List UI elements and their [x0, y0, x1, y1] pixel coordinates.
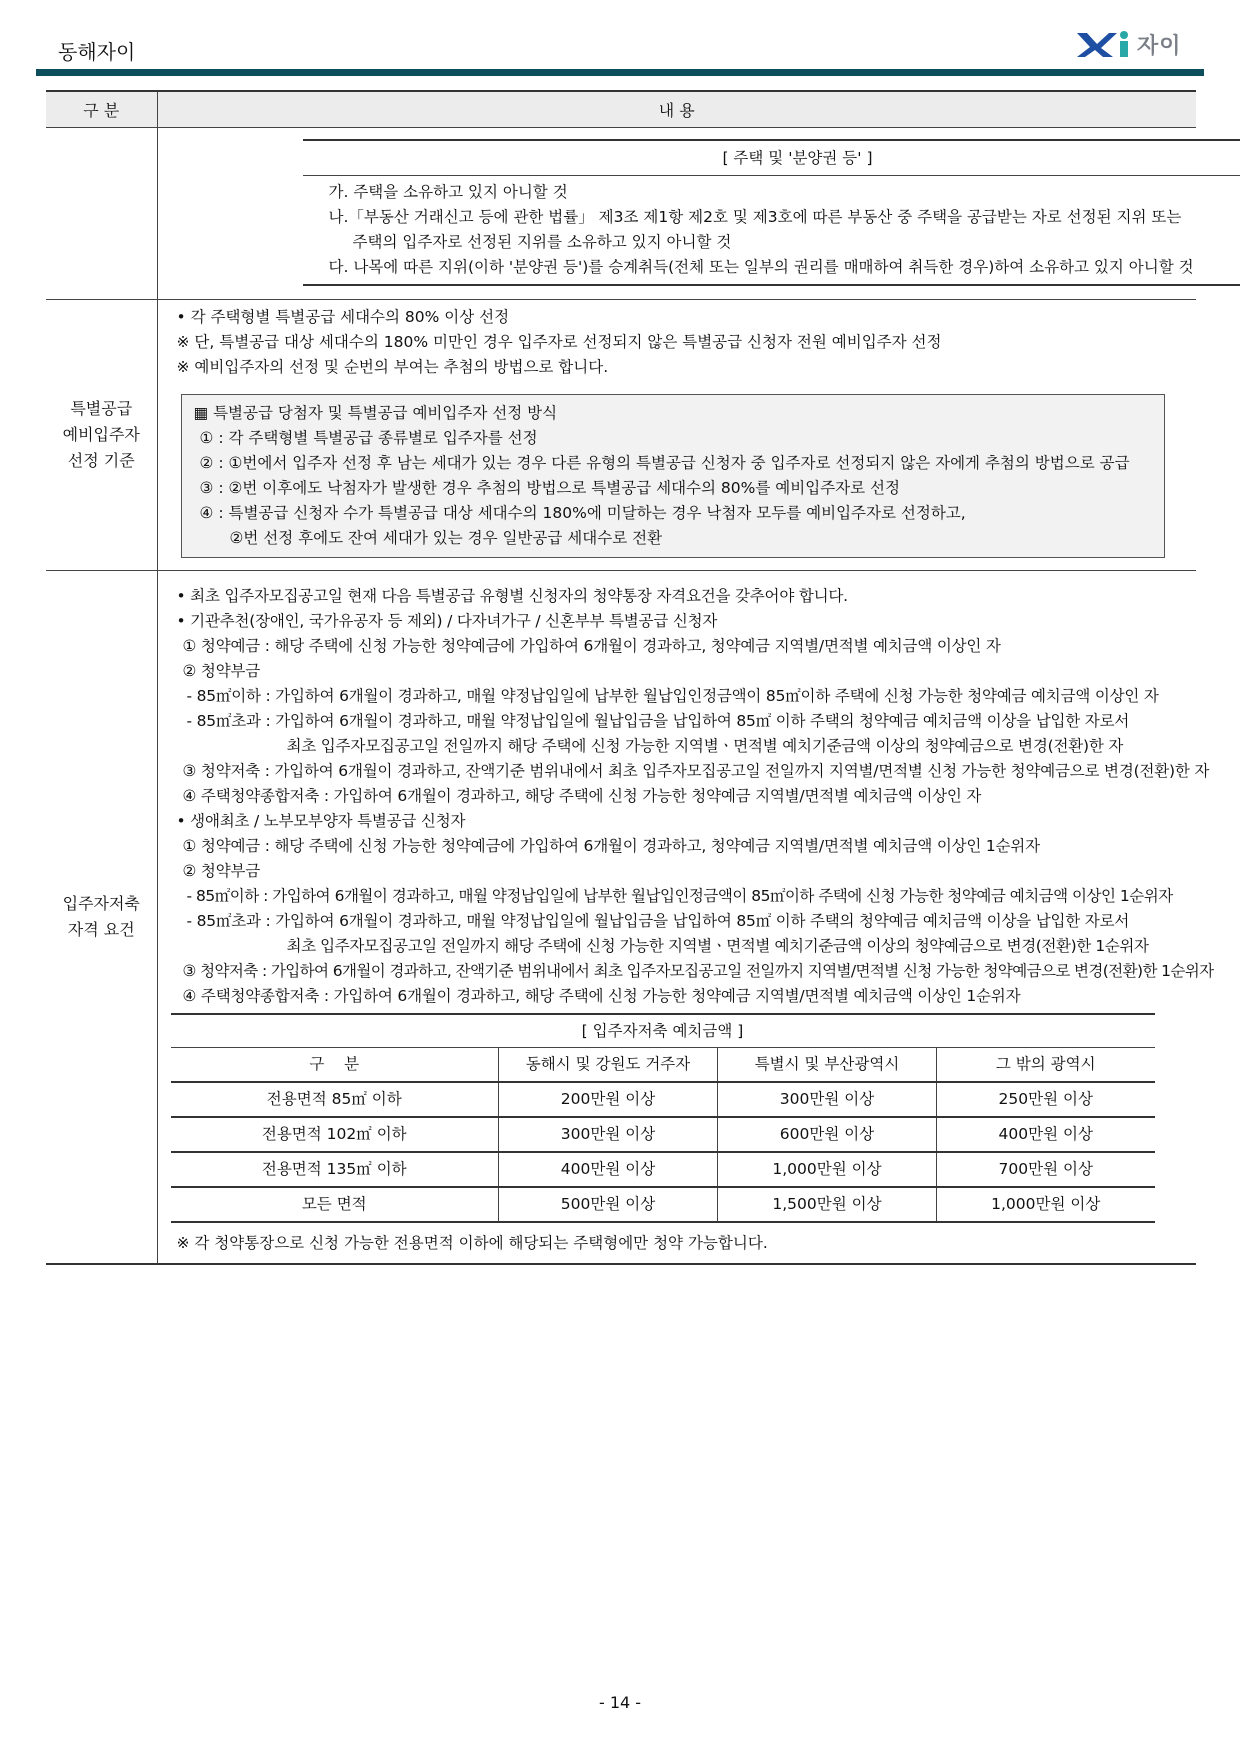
- xi-logo-icon: [1075, 29, 1133, 59]
- label-line: 특별공급: [70, 399, 133, 418]
- requirement-line: ③ 청약저축 : 가입하여 6개월이 경과하고, 잔액기준 범위내에서 최초 입주자모집공고일 전일까지 지역별/면적별 신청 가능한 청약예금으로 변경(전환)한 1순위자: [182, 962, 1214, 980]
- deposit-cell: 전용면적 102㎡ 이하: [171, 1117, 499, 1152]
- row-label-savings-requirements: [46, 571, 157, 1265]
- criteria-line: • 각 주택형별 특별공급 세대수의 80% 이상 선정: [176, 308, 510, 326]
- requirement-line: • 생애최초 / 노부모부양자 특별공급 신청자: [176, 812, 466, 830]
- page-number: - 14 -: [598, 1693, 642, 1712]
- housing-line: 나.「부동산 거래신고 등에 관한 법률」 제3조 제1항 제2호 및 제3호에 따른 부동산 중 주택을 공급받는 자로 선정된 지위 또는: [328, 208, 1182, 226]
- column-header-category: 구 분: [46, 91, 157, 128]
- deposit-cell: 전용면적 85㎡ 이하: [171, 1082, 499, 1117]
- requirement-line: ④ 주택청약종합저축 : 가입하여 6개월이 경과하고, 해당 주택에 신청 가능한 청약예금 지역별/면적별 예치금액 이상인 자: [182, 787, 982, 805]
- column-header-content: 내 용: [157, 91, 1196, 128]
- row-content: [157, 128, 1196, 300]
- method-line: ▦ 특별공급 당첨자 및 특별공급 예비입주자 선정 방식: [193, 404, 558, 422]
- row-content: [157, 300, 1196, 571]
- requirement-line: ① 청약예금 : 해당 주택에 신청 가능한 청약예금에 가입하여 6개월이 경과하고, 청약예금 지역별/면적별 예치금액 이상인 자: [182, 637, 1001, 655]
- header-divider-bar: [36, 69, 1204, 76]
- deposit-cell: 300만원 이상: [718, 1082, 937, 1117]
- housing-box-title: [ 주택 및 '분양권 등' ]: [303, 139, 1240, 176]
- deposit-row: [171, 1117, 1155, 1152]
- deposit-header-cell: 동해시 및 강원도 거주자: [499, 1048, 718, 1083]
- deposit-note: ※ 각 청약통장으로 신청 가능한 전용면적 이하에 해당되는 주택형에만 청약 가능합니다.: [176, 1234, 768, 1252]
- requirement-line: 최초 입주자모집공고일 전일까지 해당 주택에 신청 가능한 지역별ㆍ면적별 예치기준금액 이상의 청약예금으로 변경(전환)한 1순위자: [286, 937, 1149, 955]
- housing-line: 주택의 입주자로 선정된 지위를 소유하고 있지 아니할 것: [352, 233, 732, 251]
- method-line: ② : ①번에서 입주자 선정 후 남는 세대가 있는 경우 다른 유형의 특별공급 신청자 중 입주자로 선정되지 않은 자에게 추첨의 방법으로 공급: [199, 454, 1130, 472]
- criteria-line: ※ 단, 특별공급 대상 세대수의 180% 미만인 경우 입주자로 선정되지 않은 특별공급 신청자 전원 예비입주자 선정: [176, 333, 942, 351]
- table-row: [46, 128, 1196, 300]
- row-content: [157, 571, 1214, 1265]
- content-table: [46, 90, 1214, 1265]
- label-line: 입주자저축: [62, 894, 140, 913]
- deposit-header-cell: 특별시 및 부산광역시: [718, 1048, 937, 1083]
- deposit-cell: 700만원 이상: [937, 1152, 1155, 1187]
- deposit-cell: 1,500만원 이상: [718, 1187, 937, 1222]
- requirement-line: ③ 청약저축 : 가입하여 6개월이 경과하고, 잔액기준 범위내에서 최초 입주자모집공고일 전일까지 지역별/면적별 신청 가능한 청약예금으로 변경(전환)한 자: [182, 762, 1210, 780]
- criteria-line: ※ 예비입주자의 선정 및 순번의 부여는 추첨의 방법으로 합니다.: [176, 358, 609, 376]
- header-title: 동해자이: [58, 40, 136, 64]
- housing-line: 가. 주택을 소유하고 있지 아니할 것: [328, 183, 568, 201]
- requirement-line: ④ 주택청약종합저축 : 가입하여 6개월이 경과하고, 해당 주택에 신청 가능한 청약예금 지역별/면적별 예치금액 이상인 1순위자: [182, 987, 1021, 1005]
- requirement-line: ② 청약부금: [182, 662, 261, 680]
- housing-box: [303, 139, 1240, 286]
- requirement-line: 최초 입주자모집공고일 전일까지 해당 주택에 신청 가능한 지역별ㆍ면적별 예치기준금액 이상의 청약예금으로 변경(전환)한 자: [286, 737, 1124, 755]
- label-line: 예비입주자: [62, 425, 140, 444]
- row-label-reserve-criteria: [46, 300, 157, 571]
- deposit-table: [171, 1047, 1155, 1223]
- deposit-cell: 500만원 이상: [499, 1187, 718, 1222]
- method-line: ②번 선정 후에도 잔여 세대가 있는 경우 일반공급 세대수로 전환: [229, 529, 663, 547]
- deposit-cell: 400만원 이상: [499, 1152, 718, 1187]
- label-line: 선정 기준: [67, 451, 135, 470]
- selection-method-box: [181, 394, 1165, 558]
- requirement-line: • 최초 입주자모집공고일 현재 다음 특별공급 유형별 신청자의 청약통장 자격요건을 갖추어야 합니다.: [176, 587, 848, 605]
- table-row: [46, 571, 1196, 1265]
- method-line: ④ : 특별공급 신청자 수가 특별공급 대상 세대수의 180%에 미달하는 경우 낙첨자 모두를 예비입주자로 선정하고,: [199, 504, 966, 522]
- method-line: ① : 각 주택형별 특별공급 종류별로 입주자를 선정: [199, 429, 538, 447]
- deposit-cell: 모든 면적: [171, 1187, 499, 1222]
- deposit-cell: 400만원 이상: [937, 1117, 1155, 1152]
- deposit-row: [171, 1152, 1155, 1187]
- requirement-line: - 85㎡이하 : 가입하여 6개월이 경과하고, 매월 약정납입일에 납부한 월납입인정금액이 85㎡이하 주택에 신청 가능한 청약예금 예치금액 이상인 자: [186, 687, 1159, 705]
- deposit-row: [171, 1082, 1155, 1117]
- requirement-line: ① 청약예금 : 해당 주택에 신청 가능한 청약예금에 가입하여 6개월이 경과하고, 청약예금 지역별/면적별 예치금액 이상인 1순위자: [182, 837, 1040, 855]
- deposit-header-cell: 그 밖의 광역시: [937, 1048, 1155, 1083]
- logo: [1075, 26, 1182, 62]
- requirement-line: • 기관추천(장애인, 국가유공자 등 제외) / 다자녀가구 / 신혼부부 특별공급 신청자: [176, 612, 718, 630]
- table-row: [46, 300, 1196, 571]
- deposit-header-cell: 구 분: [171, 1048, 499, 1083]
- deposit-cell: 전용면적 135㎡ 이하: [171, 1152, 499, 1187]
- requirement-line: - 85㎡이하 : 가입하여 6개월이 경과하고, 매월 약정납입일에 납부한 월납입인정금액이 85㎡이하 주택에 신청 가능한 청약예금 예치금액 이상인 1순위자: [186, 887, 1173, 905]
- deposit-cell: 1,000만원 이상: [718, 1152, 937, 1187]
- deposit-cell: 250만원 이상: [937, 1082, 1155, 1117]
- deposit-row: [171, 1187, 1155, 1222]
- label-line: 자격 요건: [67, 920, 135, 939]
- requirement-line: - 85㎡초과 : 가입하여 6개월이 경과하고, 매월 약정납입일에 월납입금을 납입하여 85㎡ 이하 주택의 청약예금 예치금액 이상을 납입한 자로서: [186, 712, 1130, 730]
- table-header-row: [46, 91, 1196, 128]
- deposit-cell: 300만원 이상: [499, 1117, 718, 1152]
- housing-box-body: [303, 176, 1240, 286]
- deposit-cell: 600만원 이상: [718, 1117, 937, 1152]
- requirement-line: ② 청약부금: [182, 862, 261, 880]
- deposit-cell: 1,000만원 이상: [937, 1187, 1155, 1222]
- deposit-header-row: [171, 1048, 1155, 1083]
- row-label: [46, 128, 157, 300]
- deposit-cell: 200만원 이상: [499, 1082, 718, 1117]
- method-line: ③ : ②번 이후에도 낙첨자가 발생한 경우 추첨의 방법으로 특별공급 세대수의 80%를 예비입주자로 선정: [199, 479, 900, 497]
- housing-line: 다. 나목에 따른 지위(이하 '분양권 등')를 승계취득(전체 또는 일부의 권리를 매매하여 취득한 경우)하여 소유하고 있지 아니할 것: [328, 258, 1194, 276]
- logo-text: 자이: [1137, 33, 1182, 59]
- requirement-line: - 85㎡초과 : 가입하여 6개월이 경과하고, 매월 약정납입일에 월납입금을 납입하여 85㎡ 이하 주택의 청약예금 예치금액 이상을 납입한 자로서: [186, 912, 1130, 930]
- deposit-table-title: [ 입주자저축 예치금액 ]: [171, 1013, 1155, 1047]
